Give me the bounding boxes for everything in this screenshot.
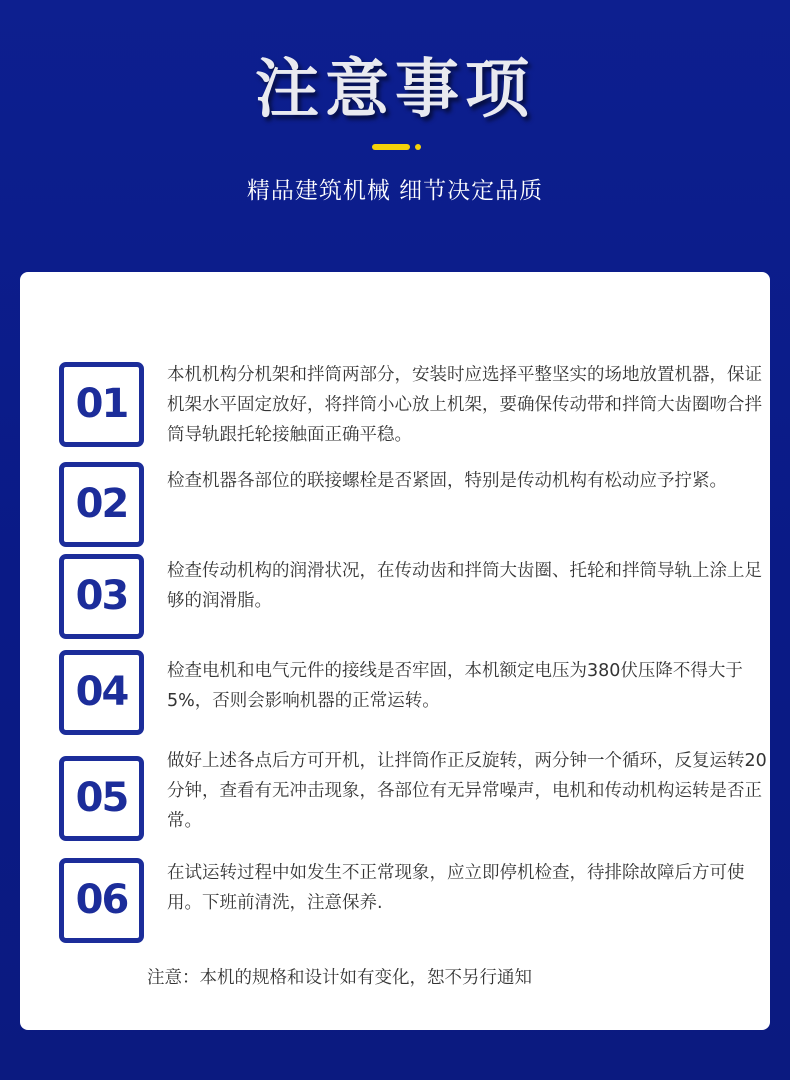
disclaimer-note: 注意：本机的规格和设计如有变化，恕不另行通知 [147,968,532,988]
item-number-badge [59,650,144,735]
item-number-badge [59,462,144,547]
item-text: 本机机构分机架和拌筒两部分，安装时应选择平整坚实的场地放置机器，保证机架水平固定放好，将拌筒小心放上机架，要确保传动带和拌筒大齿圈吻合拌筒导轨跟托轮接触面正确平稳。 [167,365,762,445]
item-text: 做好上述各点后方可开机，让拌筒作正反旋转，两分钟一个循环，反复运转20分钟，查看有无冲击现象，各部位有无异常噪声，电机和传动机构运转是否正常。 [167,751,767,831]
accent-dot [415,144,421,150]
item-number-badge [59,756,144,841]
item-number: 06 [75,877,128,923]
accent-bar [372,144,410,150]
item-text: 检查电机和电气元件的接线是否牢固，本机额定电压为380伏压降不得大于5%，否则会影响机器的正常运转。 [167,661,743,711]
notice-card [20,272,770,1030]
item-text: 检查机器各部位的联接螺栓是否紧固，特别是传动机构有松动应予拧紧。 [167,471,727,491]
item-number-badge [59,362,144,447]
item-number: 03 [75,573,128,619]
item-number-badge [59,554,144,639]
page-title: 注意事项 [255,53,535,127]
item-number: 04 [75,669,128,715]
item-number: 01 [75,381,128,427]
item-number-badge [59,858,144,943]
item-number: 05 [75,775,128,821]
header-section [0,0,790,260]
item-text: 在试运转过程中如发生不正常现象，应立即停机检查，待排除故障后方可使用。下班前清洗，注意保养. [167,863,745,913]
item-number: 02 [75,481,128,527]
page-subtitle: 精品建筑机械 细节决定品质 [246,178,544,204]
item-text: 检查传动机构的润滑状况，在传动齿和拌筒大齿圈、托轮和拌筒导轨上涂上足够的润滑脂。 [167,561,762,611]
